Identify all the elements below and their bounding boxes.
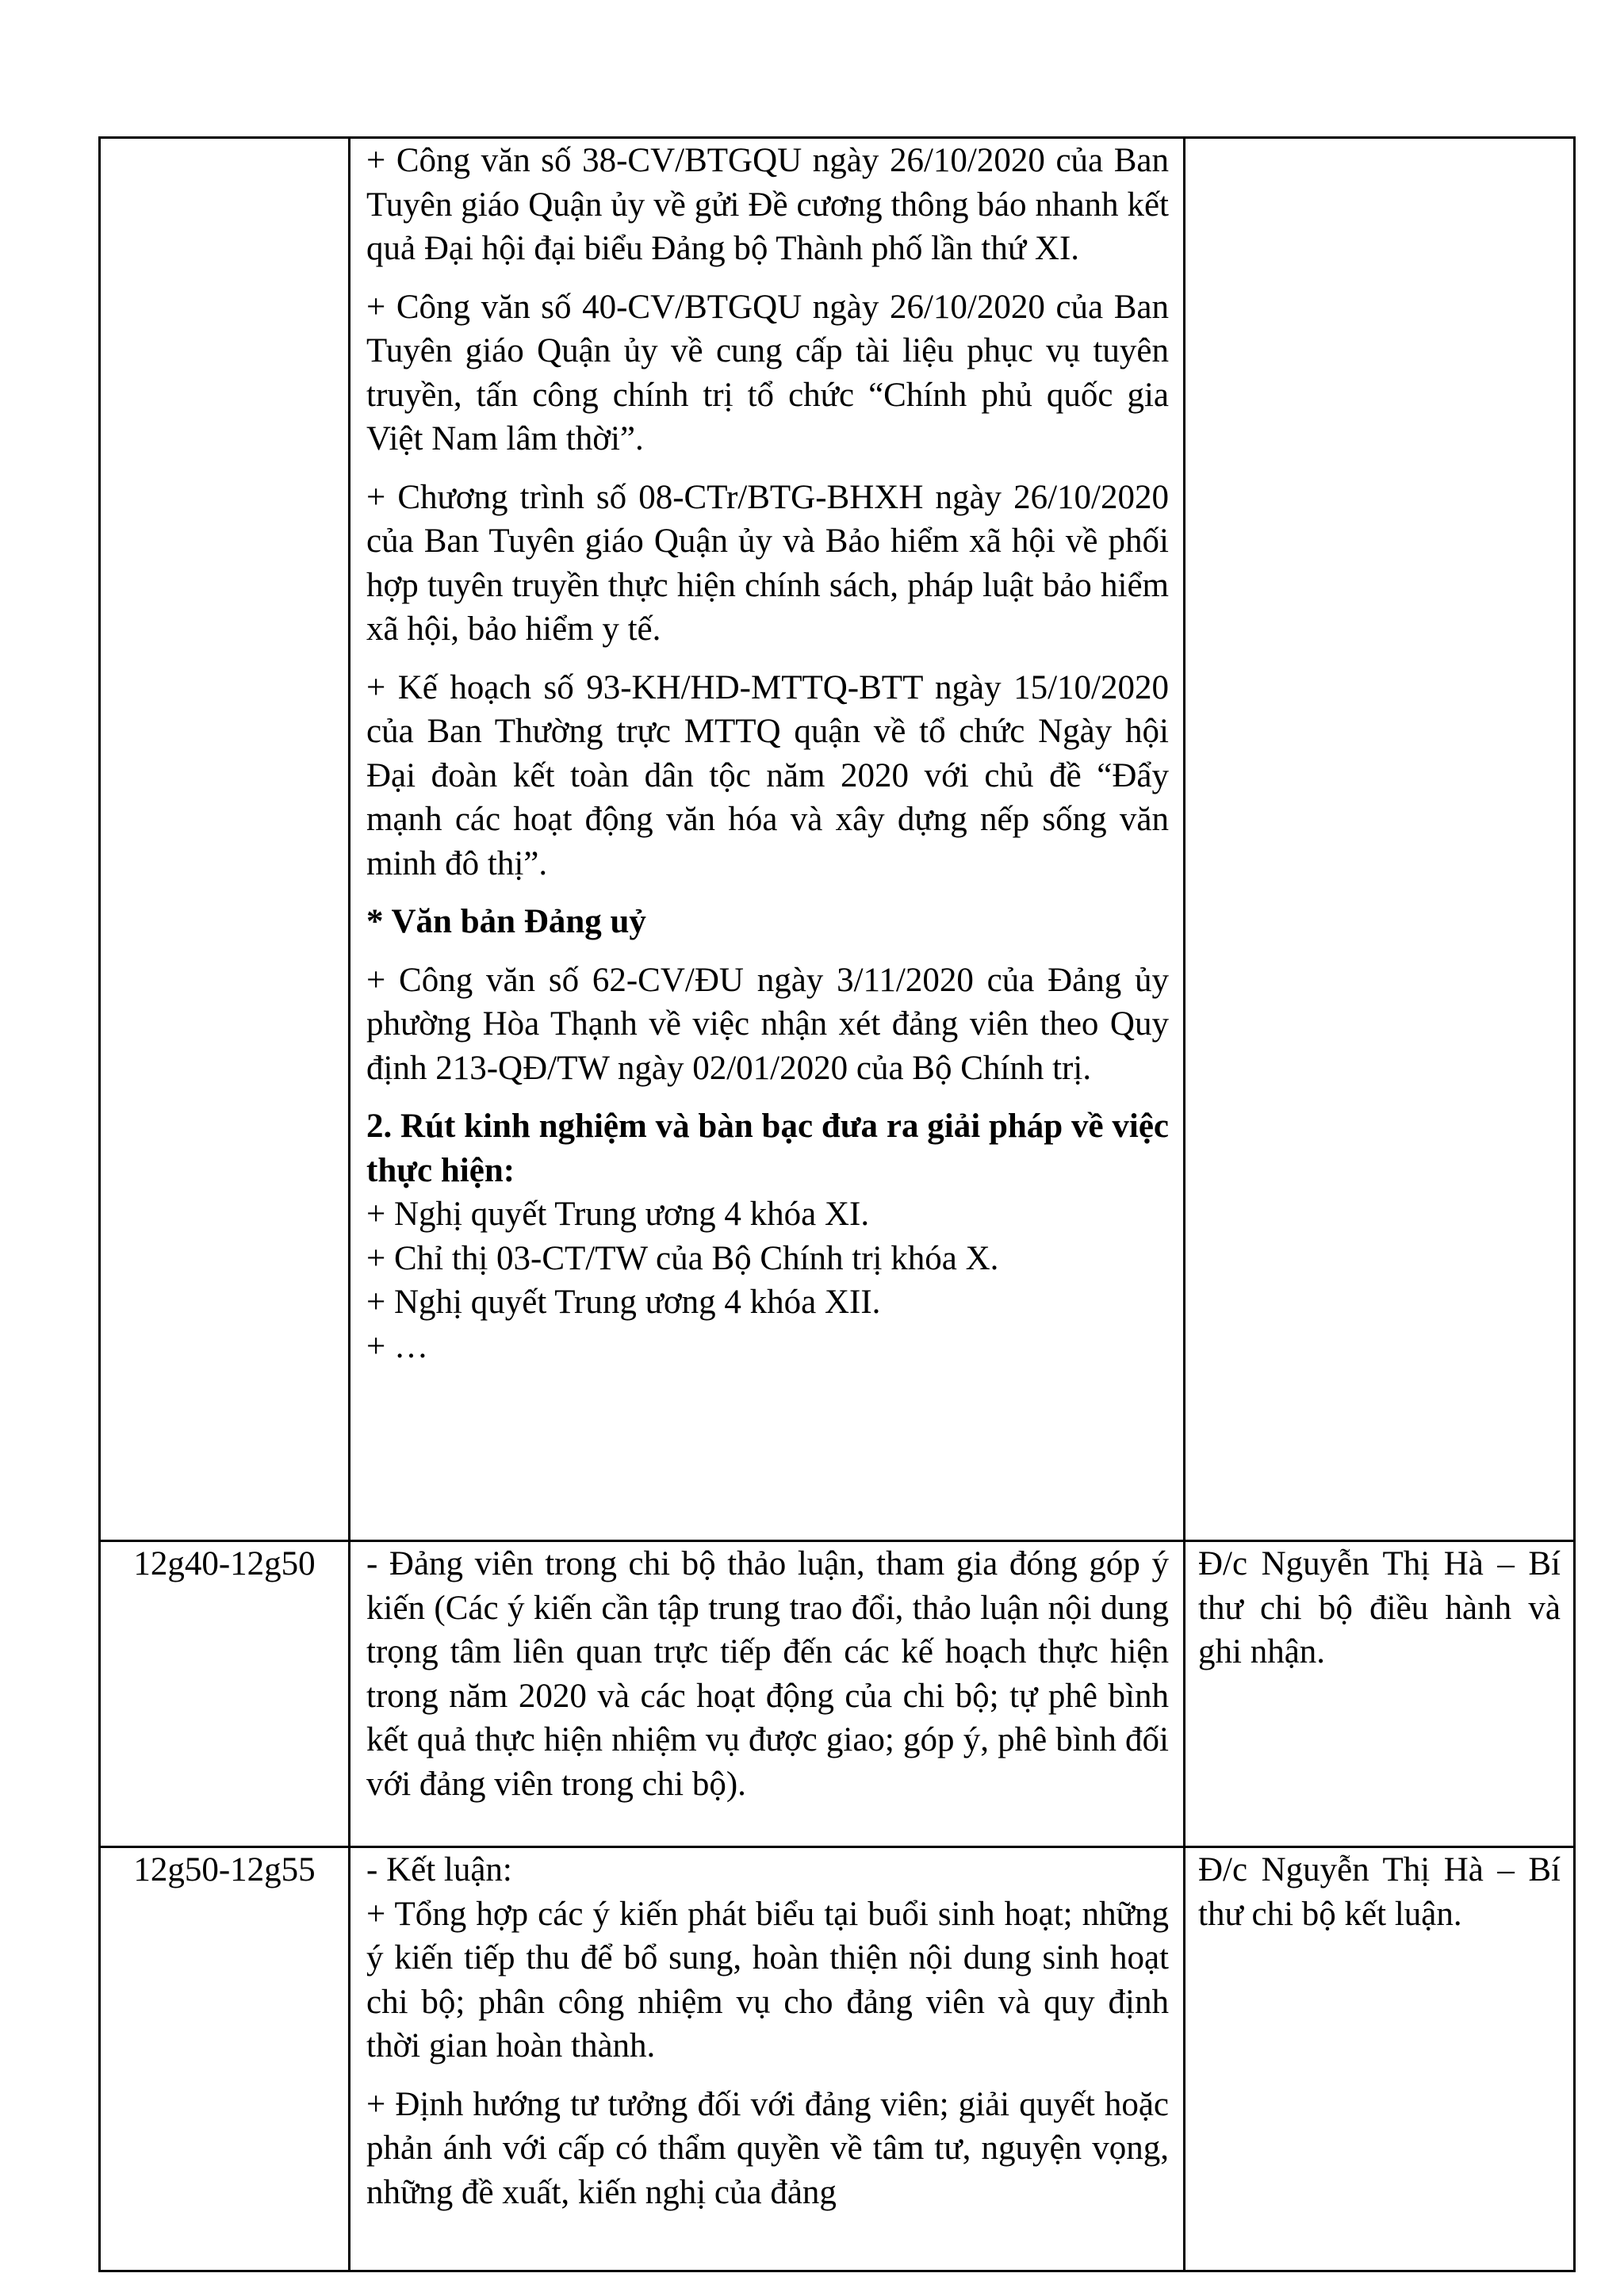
responsible-cell <box>1185 1847 1575 2271</box>
responsible-cell <box>1185 138 1575 1541</box>
time-text: 12g50-12g55 <box>133 1851 316 1888</box>
document-item: + Kế hoạch số 93-KH/HD-MTTQ-BTT ngày 15/10/2020 của Ban Thường trực MTTQ quận về tổ chức Ngày hội Đại đoàn kết toàn dân tộc năm 2020 với chủ đề “Đẩy mạnh các hoạt động văn hóa và xây dựng nếp sống văn minh đô thị”. <box>366 668 1169 882</box>
time-text: 12g40-12g50 <box>133 1545 316 1582</box>
responsible-text: Đ/c Nguyễn Thị Hà – Bí thư chi bộ điều hành và ghi nhận. <box>1198 1545 1561 1670</box>
conclusion-label: - Kết luận: <box>366 1851 512 1888</box>
list-item: + … <box>366 1327 429 1365</box>
content-cell <box>350 1541 1185 1847</box>
table-row <box>100 1541 1575 1847</box>
discussion-paragraph: - Đảng viên trong chi bộ thảo luận, tham gia đóng góp ý kiến (Các ý kiến cần tập trung trao đổi, thảo luận nội dung trọng tâm liên quan trực tiếp đến các kế hoạch thực hiện trong năm 2020 và các hoạt động của chi bộ; tự phê bình kết quả thực hiện nhiệm vụ được giao; góp ý, phê bình đối với đảng viên trong chi bộ). <box>366 1545 1169 1803</box>
list-item: + Chỉ thị 03-CT/TW của Bộ Chính trị khóa X. <box>366 1239 999 1277</box>
content-cell <box>350 138 1185 1541</box>
time-cell <box>100 138 350 1541</box>
document-item: + Công văn số 38-CV/BTGQU ngày 26/10/2020 của Ban Tuyên giáo Quận ủy về gửi Đề cương thông báo nhanh kết quả Đại hội đại biểu Đảng bộ Thành phố lần thứ XI. <box>366 142 1169 267</box>
document-item: + Công văn số 62-CV/ĐU ngày 3/11/2020 của Đảng ủy phường Hòa Thạnh về việc nhận xét đảng viên theo Quy định 213-QĐ/TW ngày 02/01/2020 của Bộ Chính trị. <box>366 961 1169 1087</box>
list-item: + Nghị quyết Trung ương 4 khóa XII. <box>366 1284 881 1321</box>
list-item: + Nghị quyết Trung ương 4 khóa XI. <box>366 1196 870 1233</box>
conclusion-paragraph: + Định hướng tư tưởng đối với đảng viên; giải quyết hoặc phản ánh với cấp có thẩm quyền về tâm tư, nguyện vọng, những đề xuất, kiến nghị của đảng <box>366 2085 1169 2211</box>
conclusion-paragraph: + Tổng hợp các ý kiến phát biểu tại buổi sinh hoạt; những ý kiến tiếp thu để bổ sung, hoàn thiện nội dung sinh hoạt chi bộ; phân công nhiệm vụ cho đảng viên và quy định thời gian hoàn thành. <box>366 1895 1169 2064</box>
responsible-text: Đ/c Nguyễn Thị Hà – Bí thư chi bộ kết luận. <box>1198 1851 1561 1933</box>
table-row <box>100 1847 1575 2271</box>
section-heading-party: * Văn bản Đảng uỷ <box>366 903 646 940</box>
responsible-cell <box>1185 1541 1575 1847</box>
document-item: + Công văn số 40-CV/BTGQU ngày 26/10/2020 của Ban Tuyên giáo Quận ủy về cung cấp tài liệu phục vụ tuyên truyền, tấn công chính trị tổ chức “Chính phủ quốc gia Việt Nam lâm thời”. <box>366 288 1169 457</box>
time-cell <box>100 1847 350 2271</box>
meeting-agenda-table <box>98 136 1576 2272</box>
section-heading-2: 2. Rút kinh nghiệm và bàn bạc đưa ra giải pháp về việc thực hiện: <box>366 1108 1169 1189</box>
content-cell <box>350 1847 1185 2271</box>
time-cell <box>100 1541 350 1847</box>
document-item: + Chương trình số 08-CTr/BTG-BHXH ngày 26/10/2020 của Ban Tuyên giáo Quận ủy và Bảo hiểm xã hội về phối hợp tuyên truyền thực hiện chính sách, pháp luật bảo hiểm xã hội, bảo hiểm y tế. <box>366 478 1169 648</box>
table-row <box>100 138 1575 1541</box>
